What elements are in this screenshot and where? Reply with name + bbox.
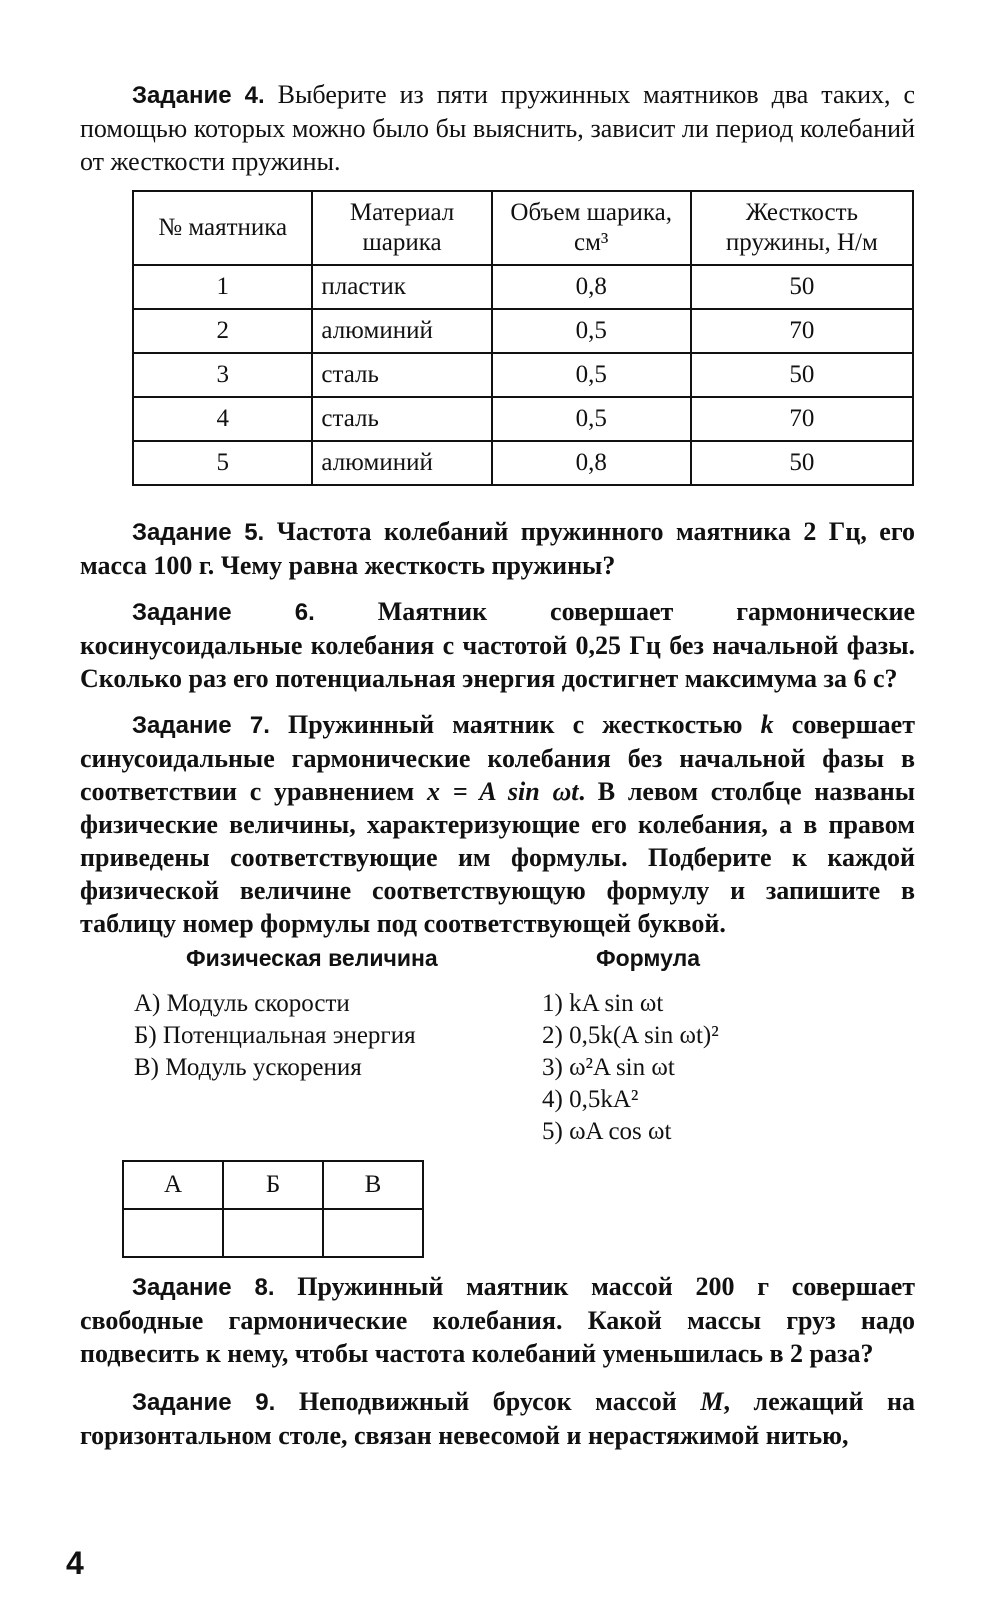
task-8 xyxy=(80,1270,915,1370)
table-cell: сталь xyxy=(312,397,491,441)
table-cell: 1 xyxy=(133,265,312,309)
table-cell: 0,5 xyxy=(492,353,691,397)
formula-1: 1) kA sin ωt xyxy=(542,990,664,1017)
header-ball-material: Материал шарика xyxy=(312,191,491,265)
answer-table-input-row xyxy=(123,1209,423,1257)
table-header-row xyxy=(133,191,913,265)
task-7-text-part3: . В левом столбце названы физические величины, характеризующие его колебания, а в правом приведены соответствующие им формулы. Подберите к каждой физической величине соответствующую формулу и запишите в таблицу номер формулы под соответствующей буквой. xyxy=(80,777,915,938)
table-cell: 70 xyxy=(691,397,913,441)
table-row xyxy=(133,309,913,353)
table-cell: 0,8 xyxy=(492,265,691,309)
task-4-text: Выберите из пяти пружинных маятников два таких, с помощью которых можно было бы выяснить, зависит ли период колебаний от жесткости пружины. xyxy=(80,80,916,176)
task-4-label: Задание 4. xyxy=(132,82,265,109)
answer-header-b: Б xyxy=(223,1161,323,1209)
answer-cell-a[interactable] xyxy=(123,1209,223,1257)
formula-column-title: Формула xyxy=(596,945,701,971)
task-6 xyxy=(80,595,915,695)
quantity-b: Б) Потенциальная энергия xyxy=(134,1022,416,1049)
mass-symbol: M xyxy=(700,1387,724,1416)
table-cell: сталь xyxy=(312,353,491,397)
formula-5: 5) ωA cos ωt xyxy=(542,1118,672,1145)
header-ball-volume: Объем шарика, см³ xyxy=(492,191,691,265)
stiffness-symbol: k xyxy=(760,710,774,739)
table-cell: 50 xyxy=(691,353,913,397)
table-cell: пластик xyxy=(312,265,491,309)
task-5 xyxy=(80,515,915,582)
table-cell: 0,8 xyxy=(492,441,691,485)
header-pendulum-number: № маятника xyxy=(133,191,312,265)
header-spring-stiffness: Жесткость пружины, Н/м xyxy=(691,191,913,265)
table-row xyxy=(133,353,913,397)
task-7-text-part2: совершает синусоидальные гармонические колебания без начальной фазы в соответствии с уравнением xyxy=(80,710,915,806)
table-cell: алюминий xyxy=(312,441,491,485)
answer-header-a: А xyxy=(123,1161,223,1209)
table-cell: 50 xyxy=(691,441,913,485)
task-6-label: Задание 6. xyxy=(132,599,315,626)
task-9-text-part2: , лежащий на горизонтальном столе, связан невесомой и нерастяжимой нитью, xyxy=(80,1387,916,1450)
task-9-text-part1: Неподвижный брусок массой xyxy=(298,1387,701,1416)
quantity-column-title: Физическая величина xyxy=(186,945,438,971)
answer-table-header-row xyxy=(123,1161,423,1209)
task-5-label: Задание 5. xyxy=(132,519,265,546)
table-cell: алюминий xyxy=(312,309,491,353)
table-row xyxy=(133,265,913,309)
quantity-a: А) Модуль скорости xyxy=(134,990,350,1017)
table-cell: 2 xyxy=(133,309,312,353)
table-cell: 5 xyxy=(133,441,312,485)
table-row xyxy=(133,441,913,485)
formula-3: 3) ω²A sin ωt xyxy=(542,1054,675,1081)
task-8-text: Пружинный маятник массой 200 г совершает свободные гармонические колебания. Какой массы груз надо подвесить к нему, чтобы частота колебаний уменьшилась в 2 раза? xyxy=(80,1272,916,1368)
table-cell: 0,5 xyxy=(492,309,691,353)
task-6-text: Маятник совершает гармонические косинусоидальные колебания с частотой 0,25 Гц без начальной фазы. Сколько раз его потенциальная энергия достигнет максимума за 6 с? xyxy=(80,597,916,693)
task-5-text: Частота колебаний пружинного маятника 2 Гц, его масса 100 г. Чему равна жесткость пружины? xyxy=(80,517,915,580)
table-cell: 3 xyxy=(133,353,312,397)
answer-table xyxy=(122,1160,424,1258)
page-number: 4 xyxy=(66,1545,84,1581)
task-9-label: Задание 9. xyxy=(132,1389,276,1416)
answer-header-v: В xyxy=(323,1161,423,1209)
table-row xyxy=(133,397,913,441)
table-cell: 0,5 xyxy=(492,397,691,441)
answer-cell-b[interactable] xyxy=(223,1209,323,1257)
task-7-label: Задание 7. xyxy=(132,712,270,739)
task-7-text-part1: Пружинный маятник с жесткостью xyxy=(288,710,761,739)
table-cell: 50 xyxy=(691,265,913,309)
quantity-v: В) Модуль ускорения xyxy=(134,1054,362,1081)
task-7 xyxy=(80,708,915,940)
equation: x = A sin ωt xyxy=(426,777,579,806)
formula-2: 2) 0,5k(A sin ωt)² xyxy=(542,1022,719,1049)
formula-4: 4) 0,5kA² xyxy=(542,1086,639,1113)
table-cell: 4 xyxy=(133,397,312,441)
pendulum-table xyxy=(132,190,914,486)
task-8-label: Задание 8. xyxy=(132,1274,275,1301)
table-cell: 70 xyxy=(691,309,913,353)
task-4 xyxy=(80,78,915,178)
answer-cell-v[interactable] xyxy=(323,1209,423,1257)
task-9 xyxy=(80,1385,915,1452)
